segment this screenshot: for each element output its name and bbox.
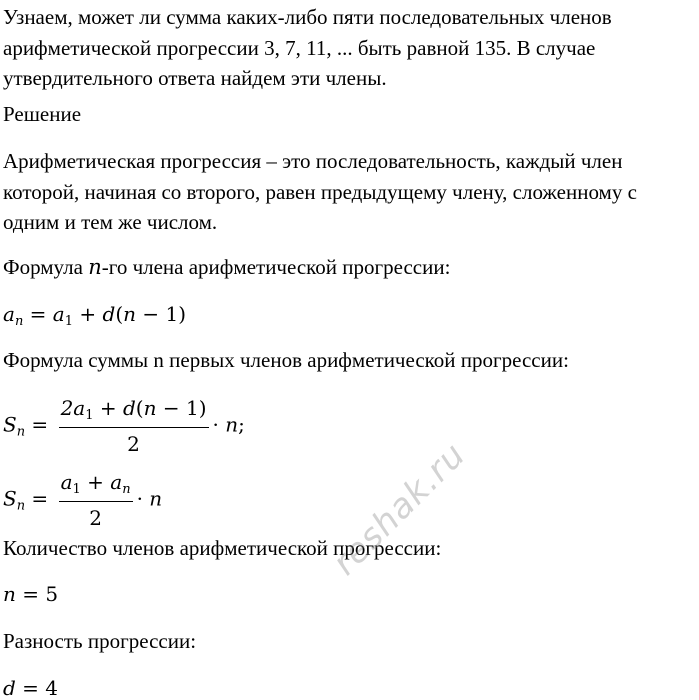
solution-heading: Решение <box>3 102 82 126</box>
problem-line: Узнаем, может ли сумма каких-либо пяти последовательных членов <box>3 5 612 29</box>
definition-text <box>3 146 697 238</box>
watermark-logo: reshak.ru <box>325 434 474 584</box>
nth-term-label: Формула n-го члена арифметической прогрессии: <box>3 255 451 279</box>
count-label: Количество членов арифметической прогрессии: <box>3 536 442 560</box>
problem-line: утвердительного ответа найдем эти члены. <box>3 66 387 90</box>
count-formula: n = 5 <box>3 582 59 606</box>
definition-line: одним и тем же числом. <box>3 210 218 234</box>
fraction-denominator: 2 <box>127 432 140 456</box>
fraction-denominator: 2 <box>89 506 102 530</box>
sum-fraction-1 <box>59 396 209 456</box>
sum-fraction-2 <box>59 470 133 530</box>
definition-line: которой, начиная со второго, равен предыдущему члену, сложенному с <box>3 179 637 204</box>
sum-label: Формула суммы n первых членов арифметической прогрессии: <box>3 348 569 372</box>
difference-label: Разность прогрессии: <box>3 629 197 653</box>
problem-line: арифметической прогрессии 3, 7, 11, ... быть равной 135. В случае <box>3 35 596 60</box>
difference-formula: d = 4 <box>3 676 59 700</box>
problem-statement <box>3 2 697 94</box>
definition-line: Арифметическая прогрессия – это последовательность, каждый член <box>3 149 623 173</box>
nth-term-formula: $a_n = a_1 + d(n - 1)$ <box>3 302 187 329</box>
sum-formula-1: $S_n$ = $\frac{2a_1 + d(n - 1)}{2}$ · n; <box>3 396 245 456</box>
sum-formula-2: $S_n$ = $\frac{a_1 + a_n}{2}$ · n <box>3 470 163 530</box>
fraction-numerator: $a_1 + a_n$ <box>59 470 133 502</box>
fraction-numerator: $2a_1 + d(n - 1)$ <box>59 396 209 428</box>
